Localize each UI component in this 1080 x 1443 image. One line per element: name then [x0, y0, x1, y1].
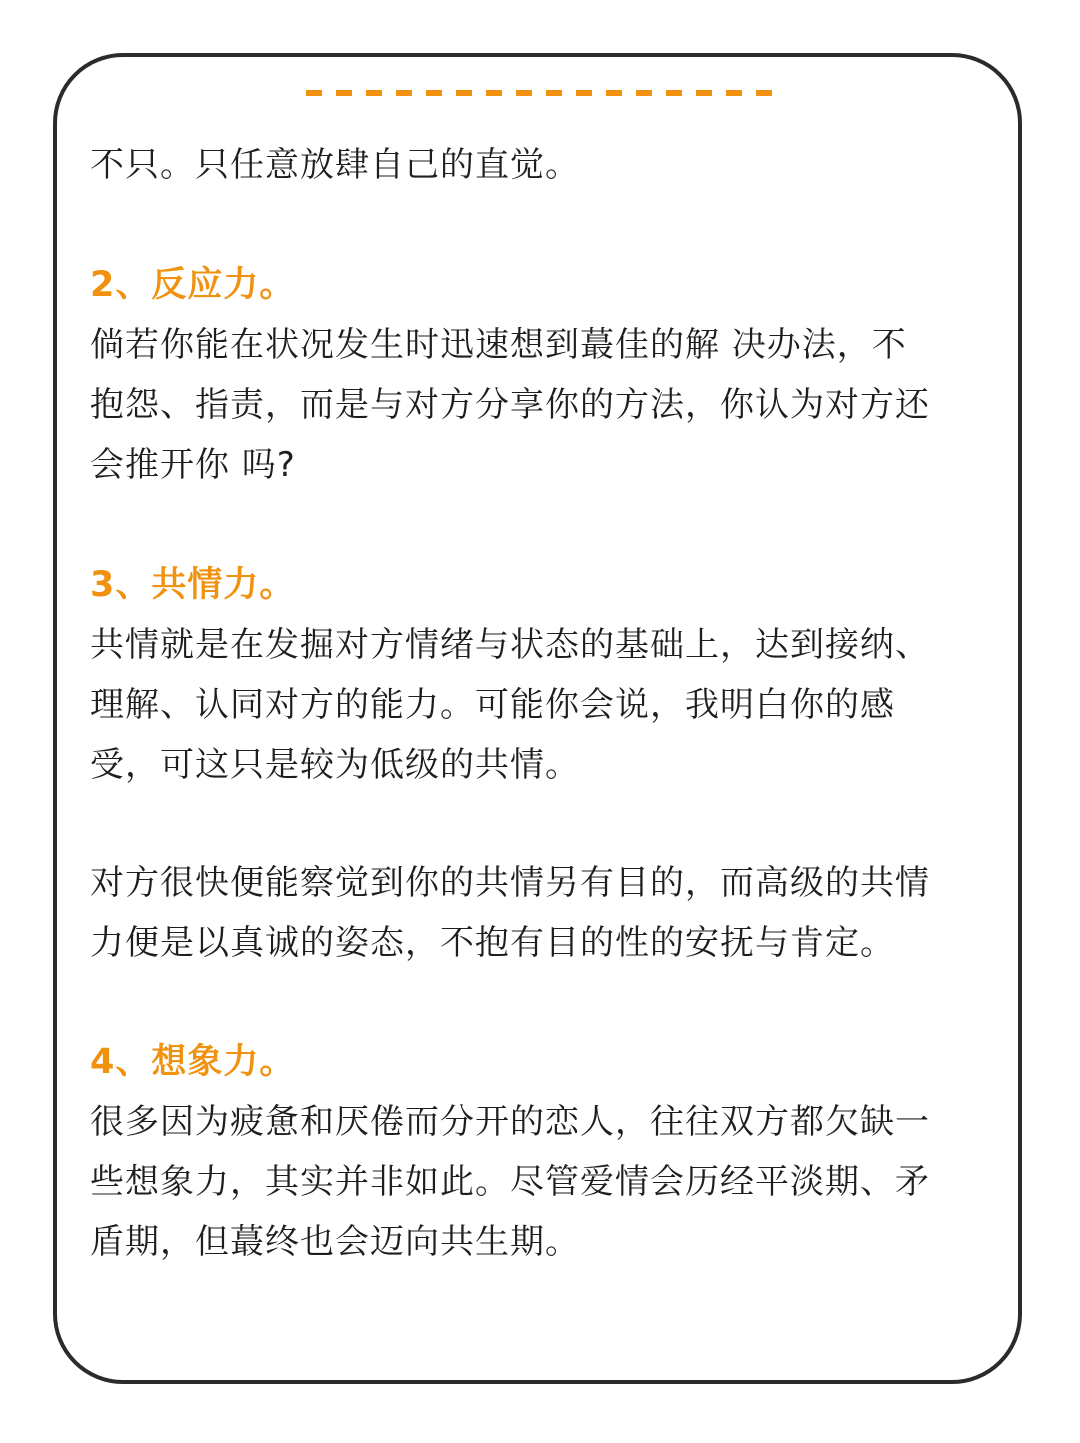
section-3-line-3: 受，可这只是较为低级的共情。 — [90, 745, 580, 785]
section-4-heading: 4、想象力。 — [90, 1042, 296, 1082]
intro-line: 不只。只任意放肆自己的直觉。 — [90, 145, 580, 185]
section-2-line-3: 会推开你 吗? — [90, 445, 296, 485]
section-4-line-3: 盾期，但蕞终也会迈向共生期。 — [90, 1222, 580, 1262]
section-2-line-1: 倘若你能在状况发生时迅速想到蕞佳的解 决办法，不 — [90, 325, 907, 365]
decorative-dashed-line — [306, 90, 776, 96]
section-2-heading: 2、反应力。 — [90, 265, 296, 305]
section-4-line-2: 些想象力，其实并非如此。尽管爱情会历经平淡期、矛 — [90, 1162, 930, 1202]
section-4-line-1: 很多因为疲惫和厌倦而分开的恋人，往往双方都欠缺一 — [90, 1102, 930, 1142]
section-2-line-2: 抱怨、指责，而是与对方分享你的方法，你认为对方还 — [90, 385, 930, 425]
section-3-line-1: 共情就是在发掘对方情绪与状态的基础上，达到接纳、 — [90, 625, 930, 665]
section-3-line-2: 理解、认同对方的能力。可能你会说，我明白你的感 — [90, 685, 895, 725]
section-3-para2-line-2: 力便是以真诚的姿态，不抱有目的性的安抚与肯定。 — [90, 923, 895, 963]
section-3-para2-line-1: 对方很快便能察觉到你的共情另有目的，而高级的共情 — [90, 863, 930, 903]
section-3-heading: 3、共情力。 — [90, 565, 296, 605]
